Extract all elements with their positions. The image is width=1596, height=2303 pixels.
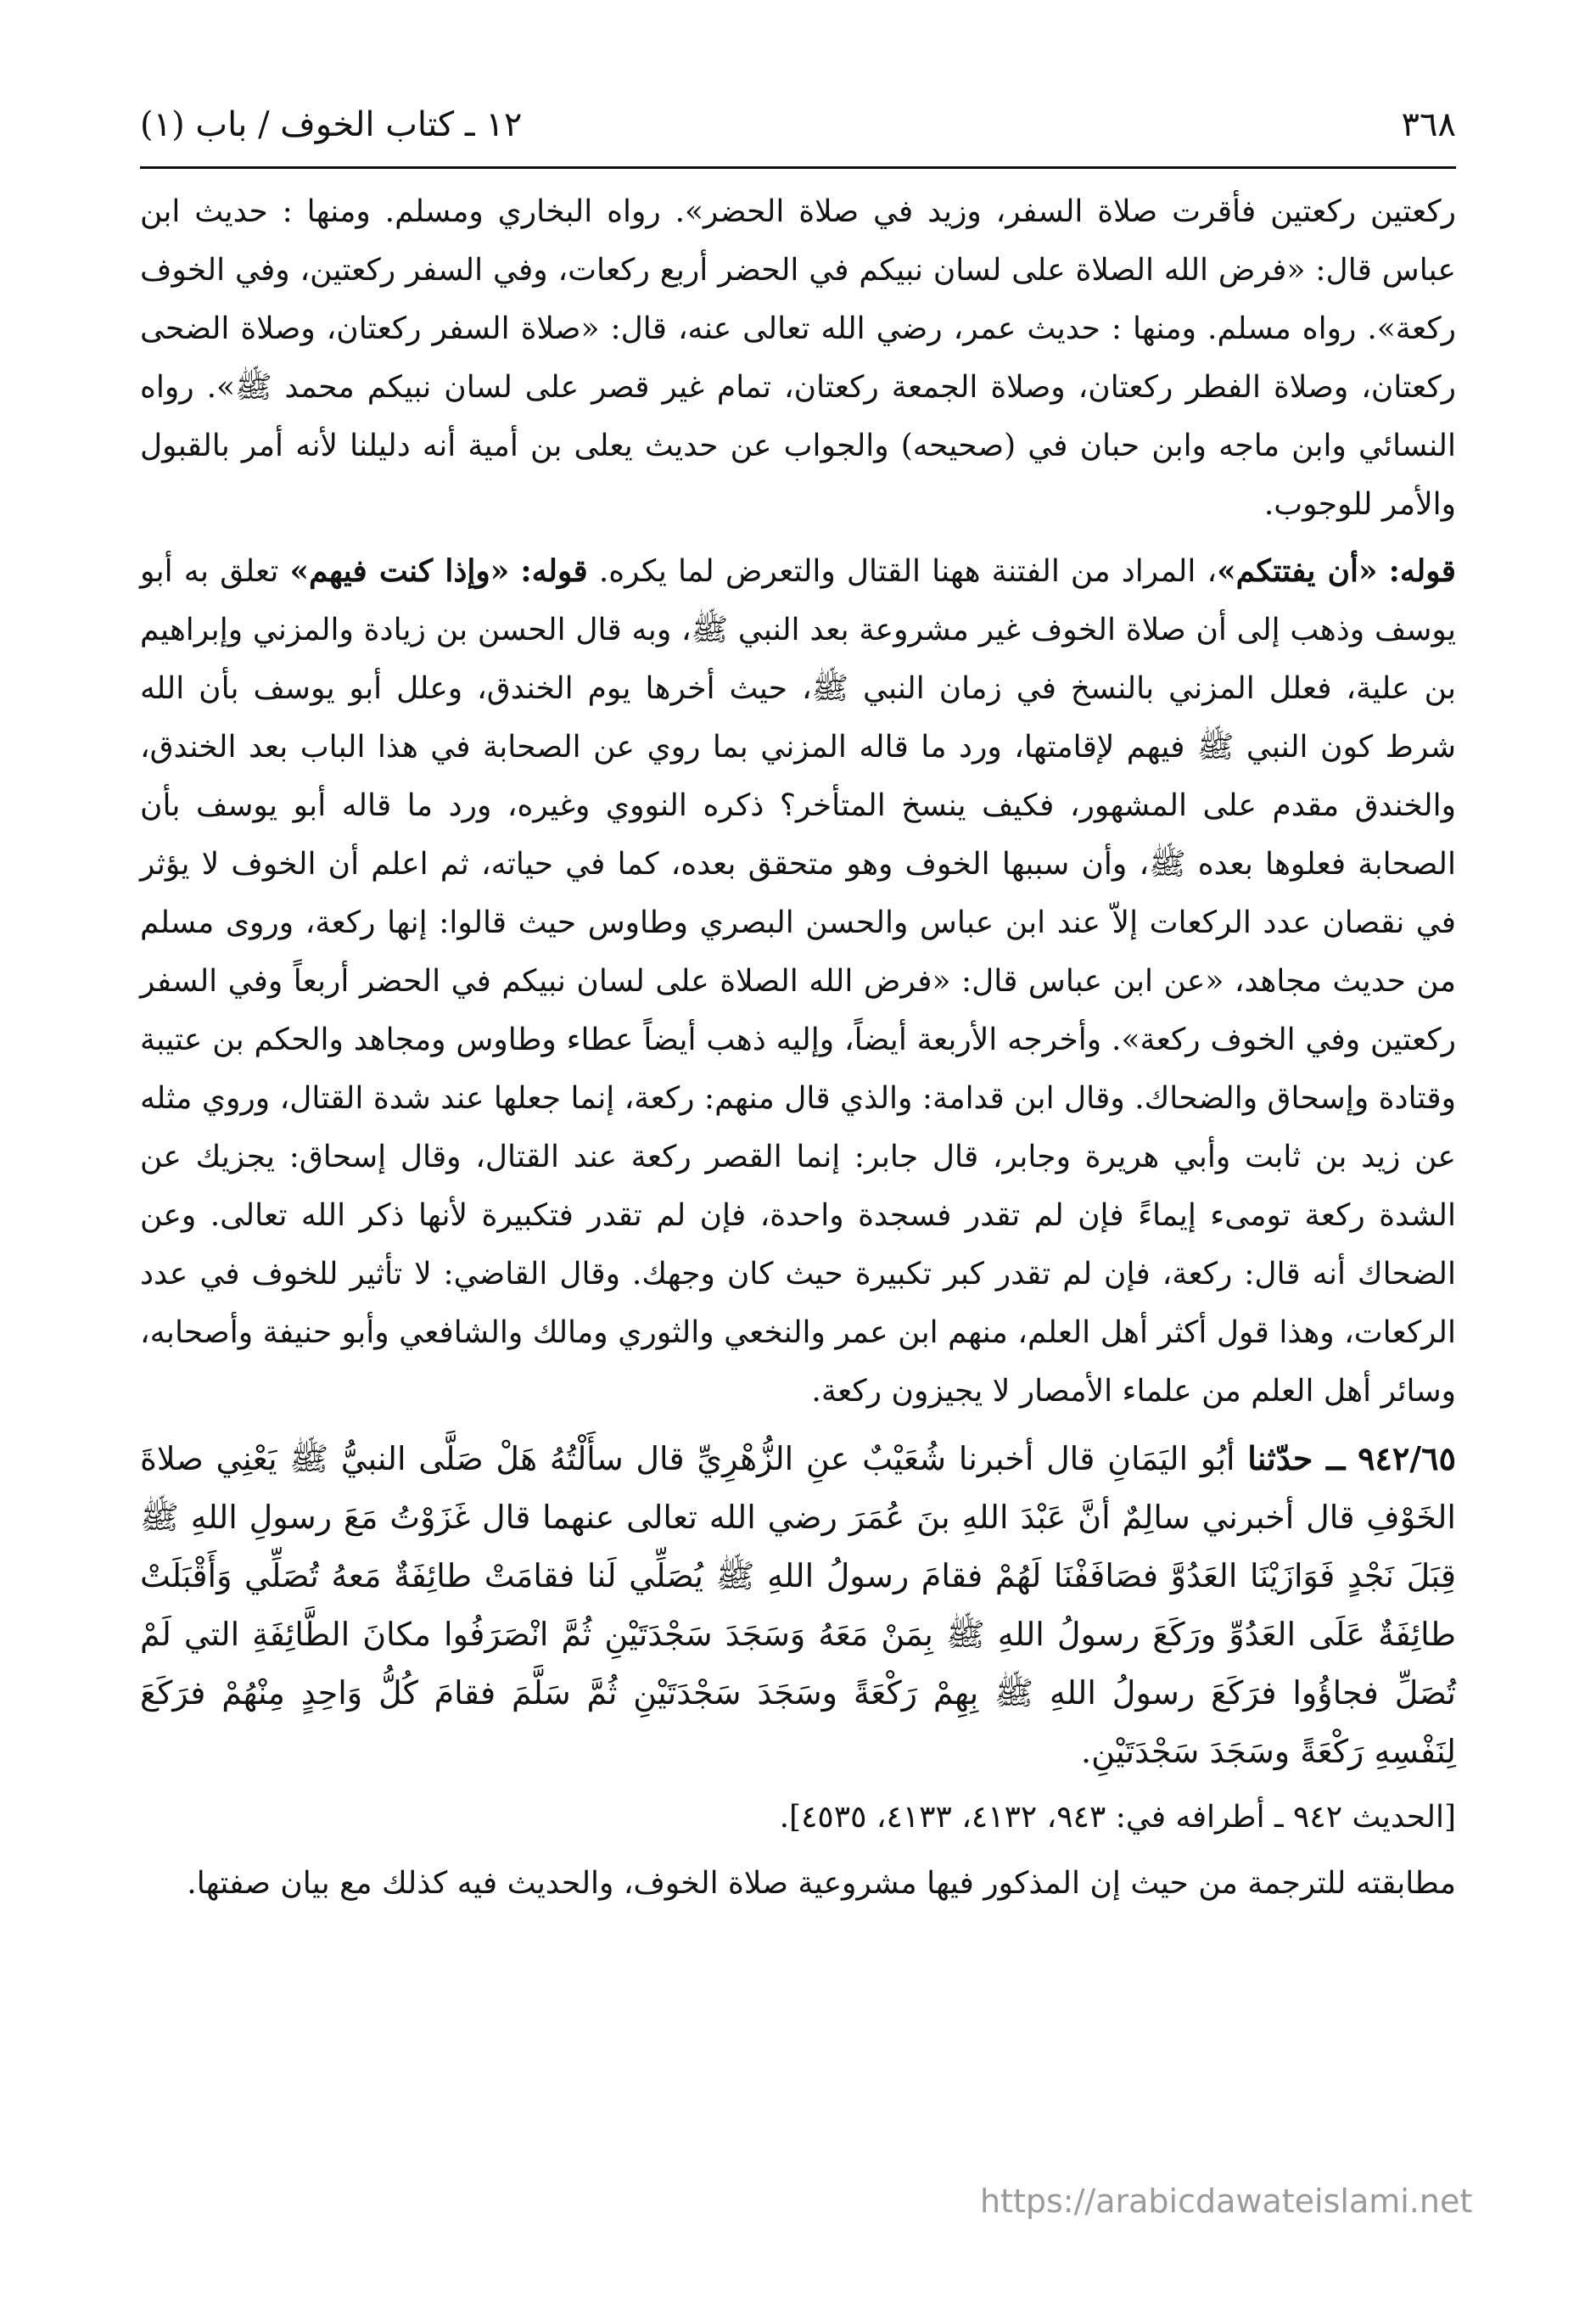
commentary-label: قوله:	[520, 553, 588, 589]
commentary-label: قوله:	[1388, 553, 1456, 589]
page-body	[140, 182, 1456, 1913]
hadith-reference: [الحديث ٩٤٢ ـ أطرافه في: ٩٤٣، ٤١٣٢، ٤١٣٣، ٤٥٣٥].	[779, 1800, 1456, 1835]
hadith-number: ٩٤٢/٦٥	[1358, 1439, 1456, 1477]
page-header	[140, 100, 1456, 160]
page-number: ٣٦٨	[1401, 105, 1456, 144]
watermark-url: https://arabicdawateislami.net	[980, 2183, 1473, 2220]
commentary-paragraph-quote	[140, 542, 1456, 1420]
running-title: ١٢ ـ كتاب الخوف / باب (١)	[140, 105, 523, 144]
commentary-text: تعلق به أبو يوسف وذهب إلى أن صلاة الخوف غير مشروعة بعد النبي ﷺ، وبه قال الحسن بن زيادة والمزني وإبراهيم بن علية، فعلل المزني بالنسخ في زمان النبي ﷺ، حيث أخرها يوم الخندق، وعلل أبو يوسف بأن الله شرط كون النبي ﷺ فيهم لإقامتها، ورد ما قاله المزني بما روي عن الصحابة في هذا الباب بعد الخندق، والخندق مقدم على المشهور، فكيف ينسخ المتأخر؟ ذكره النووي وغيره، ورد ما قاله أبو يوسف بأن الصحابة فعلوها بعده ﷺ، وأن سببها الخوف وهو متحقق بعده، كما في حياته، ثم اعلم أن الخوف لا يؤثر في نقصان عدد الركعات إلاّ عند ابن عباس والحسن البصري وطاوس حيث قالوا: إنها ركعة، وروى مسلم من حديث مجاهد، «عن ابن عباس قال: «فرض الله الصلاة على لسان نبيكم في الحضر أربعاً وفي السفر ركعتين وفي الخوف ركعة». وأخرجه الأربعة أيضاً، وإليه ذهب أيضاً عطاء وطاوس ومجاهد والحكم بن عتيبة وقتادة وإسحاق والضحاك. وقال ابن قدامة: والذي قال منهم: ركعة، إنما جعلها عند شدة القتال، وروي مثله عن زيد بن ثابت وأبي هريرة وجابر، قال جابر: إنما القصر ركعة عند القتال، وقال إسحاق: يجزيك عن الشدة ركعة تومىء إيماءً فإن لم تقدر فسجدة واحدة، فإن لم تقدر فتكبيرة لأنها ذكر الله تعالى. وعن الضحاك أنه قال: ركعة، فإن لم تقدر كبر تكبيرة حيث كان وجهك. وقال القاضي: لا تأثير للخوف في عدد الركعات، وهذا قول أكثر أهل العلم، منهم ابن عمر والنخعي والثوري ومالك والشافعي وأبو حنيفة وأصحابه، وسائر أهل العلم من علماء الأمصار لا يجيزون ركعة.	[140, 554, 1456, 1409]
hadith-text	[140, 1429, 1456, 1781]
quoted-phrase: «وإذا كنت فيهم»	[289, 553, 510, 589]
quoted-phrase: «أن يفتتكم»	[1217, 553, 1378, 589]
commentary-text: ، المراد من الفتنة ههنا القتال والتعرض لما يكره.	[598, 554, 1218, 589]
hadith-lead: ــ حدّثنا	[1247, 1439, 1346, 1477]
header-rule	[140, 166, 1456, 169]
hadith-body: أبُو اليَمَانِ قال أخبرنا شُعَيْبٌ عنِ الزُّهْرِيِّ قال سأَلْتُهُ هَلْ صَلَّى النبيُّ ﷺ يَعْنِي صلاةَ الخَوْفِ قال أخبرني سالِمٌ أنَّ عَبْدَ اللهِ بنَ عُمَرَ رضي الله تعالى عنهما قال غَزَوْتُ مَعَ رسولِ اللهِ ﷺ قِبَلَ نَجْدٍ فَوَازَيْنَا العَدُوَّ فصَافَفْنَا لَهُمْ فقامَ رسولُ اللهِ ﷺ يُصَلِّي لَنا فقامَتْ طائِفَةٌ مَعهُ تُصَلِّي وَأَقْبَلَتْ طائِفَةٌ عَلَى العَدُوِّ ورَكَعَ رسولُ اللهِ ﷺ بِمَنْ مَعَهُ وَسَجَدَ سَجْدَتَيْنِ ثُمَّ انْصَرَفُوا مكانَ الطَّائِفَةِ التي لَمْ تُصَلِّ فجاؤُوا فرَكَعَ رسولُ اللهِ ﷺ بِهِمْ رَكْعَةً وسَجَدَ سَجْدَتَيْنِ ثُمَّ سَلَّمَ فقامَ كُلُّ وَاحِدٍ مِنْهُمْ فرَكَعَ لِنَفْسِهِ رَكْعَةً وسَجَدَ سَجْدَتَيْنِ.	[140, 1440, 1456, 1770]
closing-paragraph: مطابقته للترجمة من حيث إن المذكور فيها مشروعية صلاة الخوف، والحديث فيه كذلك مع بيان صفتها.	[187, 1866, 1456, 1901]
commentary-paragraph: ركعتين ركعتين فأقرت صلاة السفر، وزيد في صلاة الحضر». رواه البخاري ومسلم. ومنها : حديث ابن عباس قال: «فرض الله الصلاة على لسان نبيكم في الحضر أربع ركعات، وفي السفر ركعتين، وفي الخوف ركعة». رواه مسلم. ومنها : حديث عمر، رضي الله تعالى عنه، قال: «صلاة السفر ركعتان، وصلاة الضحى ركعتان، وصلاة الفطر ركعتان، وصلاة الجمعة ركعتان، تمام غير قصر على لسان نبيكم محمد ﷺ». رواه النسائي وابن ماجه وابن حبان في (صحيحه) والجواب عن حديث يعلى بن أمية أنه دليلنا لأنه أمر بالقبول والأمر للوجوب.	[140, 194, 1456, 522]
